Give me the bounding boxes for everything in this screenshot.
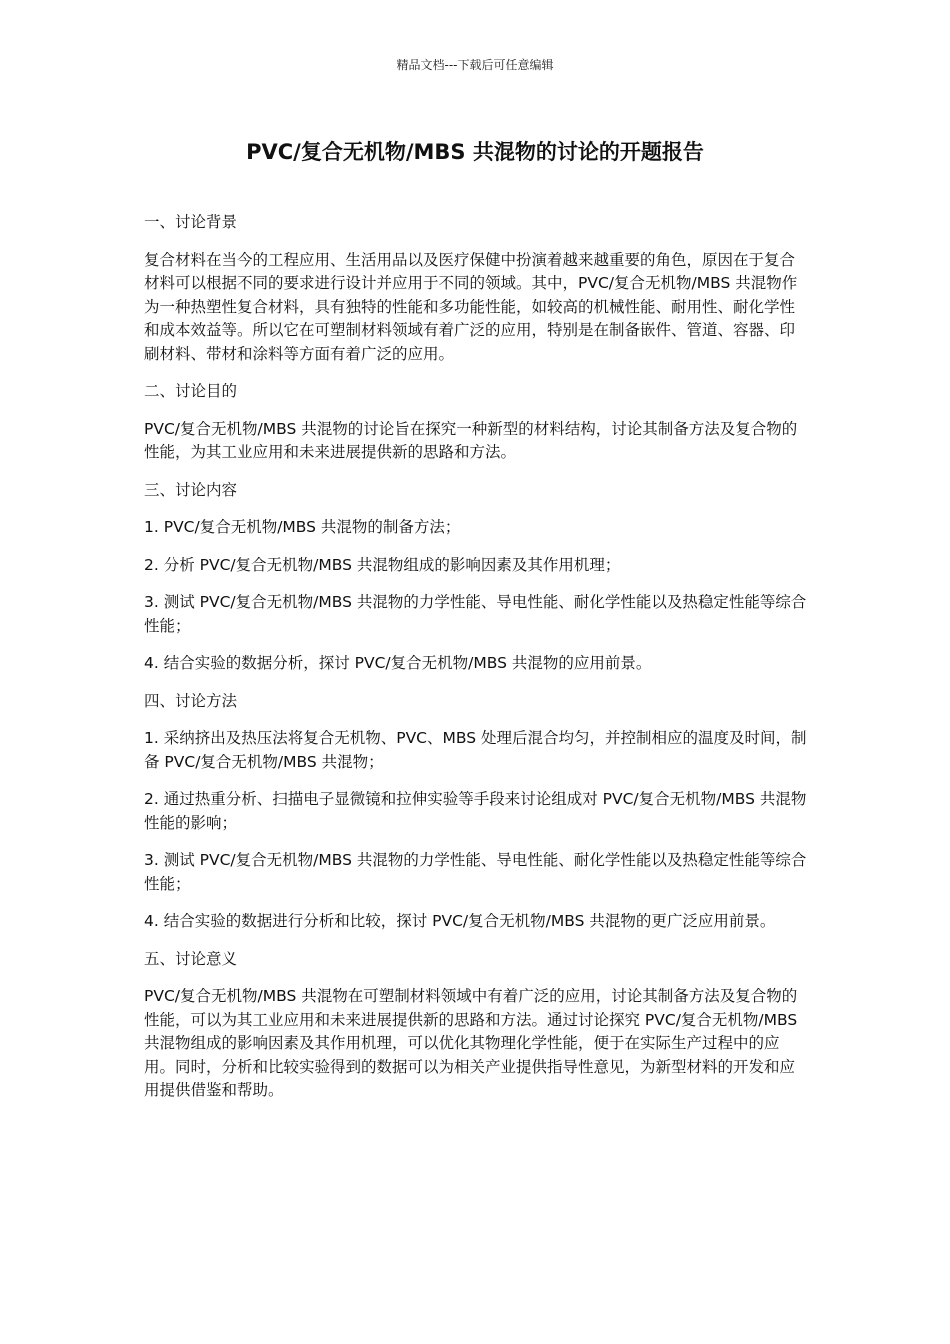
section-heading-background: 一、讨论背景 <box>144 213 238 231</box>
paragraph-purpose: PVC/复合无机物/MBS 共混物的讨论旨在探究一种新型的材料结构，讨论其制备方法及复合物的性能，为其工业应用和未来进展提供新的思路和方法。 <box>144 419 798 461</box>
section-heading-content: 三、讨论内容 <box>144 480 238 499</box>
list-item-content-4: 4. 结合实验的数据分析，探讨 PVC/复合无机物/MBS 共混物的应用前景。 <box>144 654 652 672</box>
list-item-method-4: 4. 结合实验的数据进行分析和比较，探讨 PVC/复合无机物/MBS 共混物的更广泛应用前景。 <box>144 912 776 930</box>
list-item-content-2: 2. 分析 PVC/复合无机物/MBS 共混物组成的影响因素及其作用机理； <box>144 555 621 574</box>
paragraph-significance: PVC/复合无机物/MBS 共混物在可塑制材料领域中有着广泛的应用，讨论其制备方法及复合物的性能，可以为其工业应用和未来进展提供新的思路和方法。通过讨论探究 PVC/复合无机物/MBS 共混物组成的影响因素及其作用机理，可以优化其物理化学性能，便于在实际生产过程中的应用。同时，分析和比较实验得到的数据可以为相关产业提供指导性意见，为新型材料的开发和应用提供借鉴和帮助。 <box>144 987 798 1099</box>
document-title: PVC/复合无机物/MBS 共混物的讨论的开题报告 <box>246 140 704 164</box>
section-heading-purpose: 二、讨论目的 <box>144 382 238 400</box>
paragraph-background: 复合材料在当今的工程应用、生活用品以及医疗保健中扮演着越来越重要的角色，原因在于复合材料可以根据不同的要求进行设计并应用于不同的领域。其中，PVC/复合无机物/MBS 共混物作为一种热塑性复合材料，具有独特的性能和多功能性能，如较高的机械性能、耐用性、耐化学性和成本效益等。所以它在可塑制材料领域有着广泛的应用，特别是在制备嵌件、管道、容器、印刷材料、带材和涂料等方面有着广泛的应用。 <box>144 250 798 363</box>
section-heading-significance: 五、讨论意义 <box>144 949 238 968</box>
document-body <box>144 211 809 1117</box>
list-item-method-3: 3. 测试 PVC/复合无机物/MBS 共混物的力学性能、导电性能、耐化学性能以及热稳定性能等综合性能； <box>144 851 807 893</box>
list-item-method-1: 1. 采纳挤出及热压法将复合无机物、PVC、MBS 处理后混合均匀，并控制相应的温度及时间，制备 PVC/复合无机物/MBS 共混物； <box>144 729 807 771</box>
list-item-method-2: 2. 通过热重分析、扫描电子显微镜和拉伸实验等手段来讨论组成对 PVC/复合无机物/MBS 共混物性能的影响； <box>144 790 807 832</box>
list-item-content-1: 1. PVC/复合无机物/MBS 共混物的制备方法； <box>144 518 461 536</box>
header-note: 精品文档---下载后可任意编辑 <box>396 58 554 72</box>
list-item-content-3: 3. 测试 PVC/复合无机物/MBS 共混物的力学性能、导电性能、耐化学性能以及热稳定性能等综合性能； <box>144 593 807 635</box>
section-heading-method: 四、讨论方法 <box>144 691 238 710</box>
